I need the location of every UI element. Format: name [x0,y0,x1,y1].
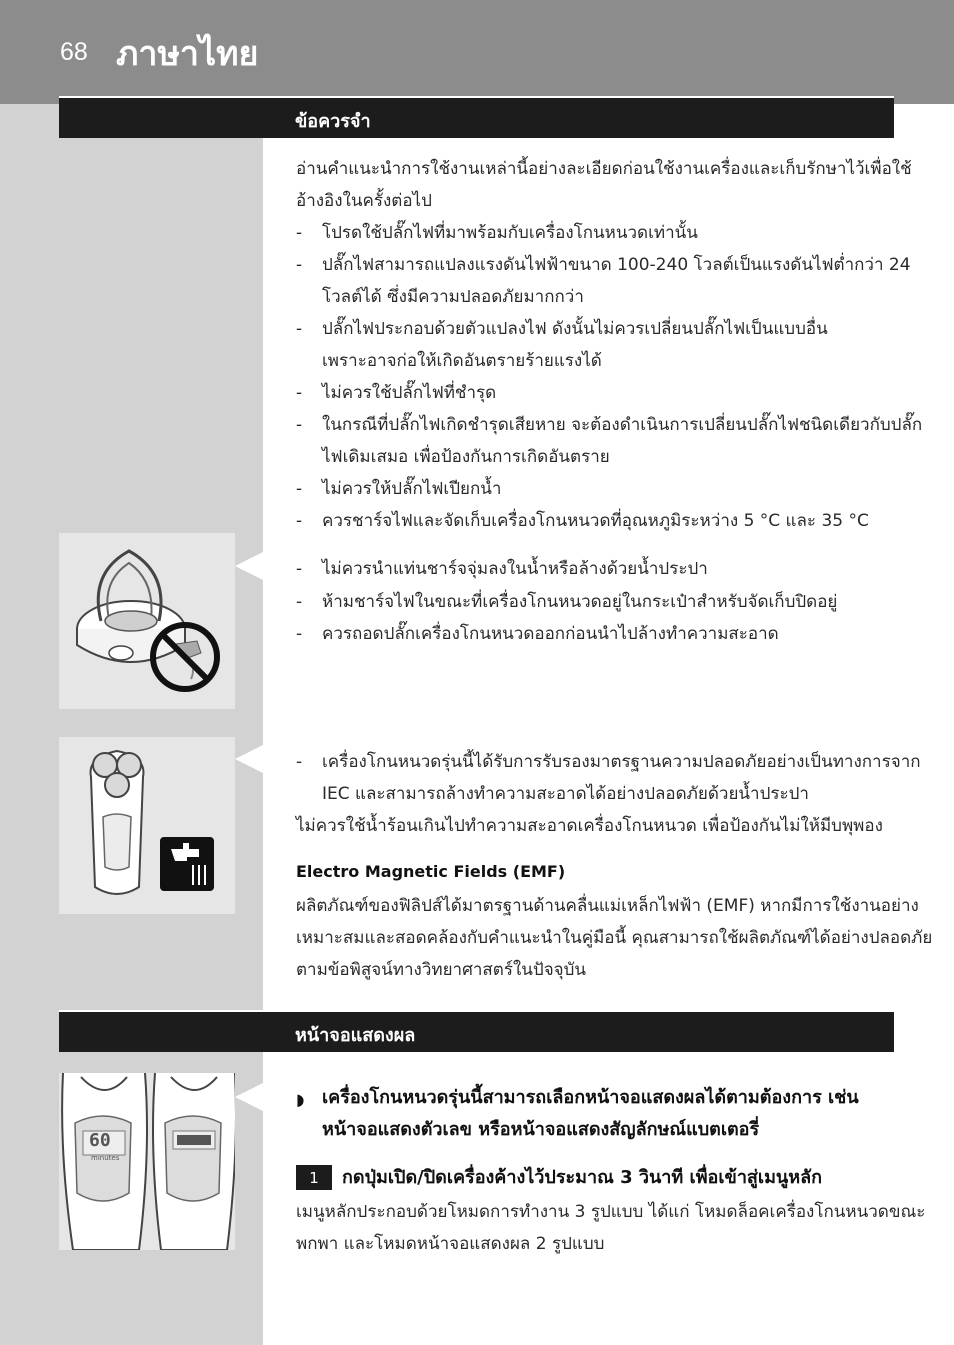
emf-heading: Electro Magnetic Fields (EMF) [296,862,566,881]
image-pointer [235,552,263,580]
intro-line-2: อ้างอิงในครั้งต่อไป [296,191,432,211]
section-title-important: ข้อควรจำ [295,111,371,132]
section-bar-display [59,1010,894,1052]
lead-line-2: หน้าจอแสดงตัวเลข หรือหน้าจอแสดงสัญลักษณ์แบตเตอรี่ [322,1119,760,1140]
emf-line-3: ตามข้อพิสูจน์ทางวิทยาศาสตร์ในปัจจุบัน [296,960,587,980]
step-desc-line-2: พกพา และโหมดหน้าจอแสดงผล 2 รูปแบบ [296,1234,605,1254]
display-digits: 60 [89,1130,111,1151]
page-number: 68 [60,38,88,66]
emf-line-2: เหมาะสมและสอดคล้องกับคำแนะนำในคู่มือนี้ คุณสามารถใช้ผลิตภัณฑ์ได้อย่างปลอดภัย [296,928,933,948]
section-title-display: หน้าจอแสดงผล [295,1025,416,1046]
language-title: ภาษาไทย [116,34,259,74]
lead-line-1: เครื่องโกนหนวดรุ่นนี้สามารถเลือกหน้าจอแสดงผลได้ตามต้องการ เช่น [322,1087,859,1108]
section-bar-important [59,96,894,138]
shaver-tap-water-icon [59,737,235,914]
image-pointer [235,1083,263,1111]
display-label: minutes [91,1154,120,1162]
intro-line-1: อ่านคำแนะนำการใช้งานเหล่านี้อย่างละเอียดก่อนใช้งานเครื่องและเก็บรักษาไว้เพื่อใช้ [296,159,912,179]
bullet-marker-icon: ◗ [296,1090,305,1109]
shaver-illustration [59,737,235,914]
step-desc-line-1: เมนูหลักประกอบด้วยโหมดการทำงาน 3 รูปแบบ ได้แก่ โหมดล็อคเครื่องโกนหนวดขณะ [296,1202,926,1222]
step-number-badge: 1 [296,1165,332,1190]
emf-line-1: ผลิตภัณฑ์ของฟิลิปส์ได้มาตรฐานด้านคลื่นแม่เหล็กไฟฟ้า (EMF) หากมีการใช้งานอย่าง [296,896,919,916]
image-pointer [235,745,263,773]
hot-water-note: ไม่ควรใช้น้ำร้อนเกินไปทำความสะอาดเครื่องโกนหนวด เพื่อป้องกันไม่ให้มีบพุพอง [296,816,883,836]
shaver-display-icon [59,1073,235,1250]
charger-no-water-icon [59,533,235,709]
step-text: กดปุ่มเปิด/ปิดเครื่องค้างไว้ประมาณ 3 วินาที เพื่อเข้าสู่เมนูหลัก [342,1167,823,1188]
charger-illustration [59,533,235,709]
display-illustration [59,1073,235,1250]
